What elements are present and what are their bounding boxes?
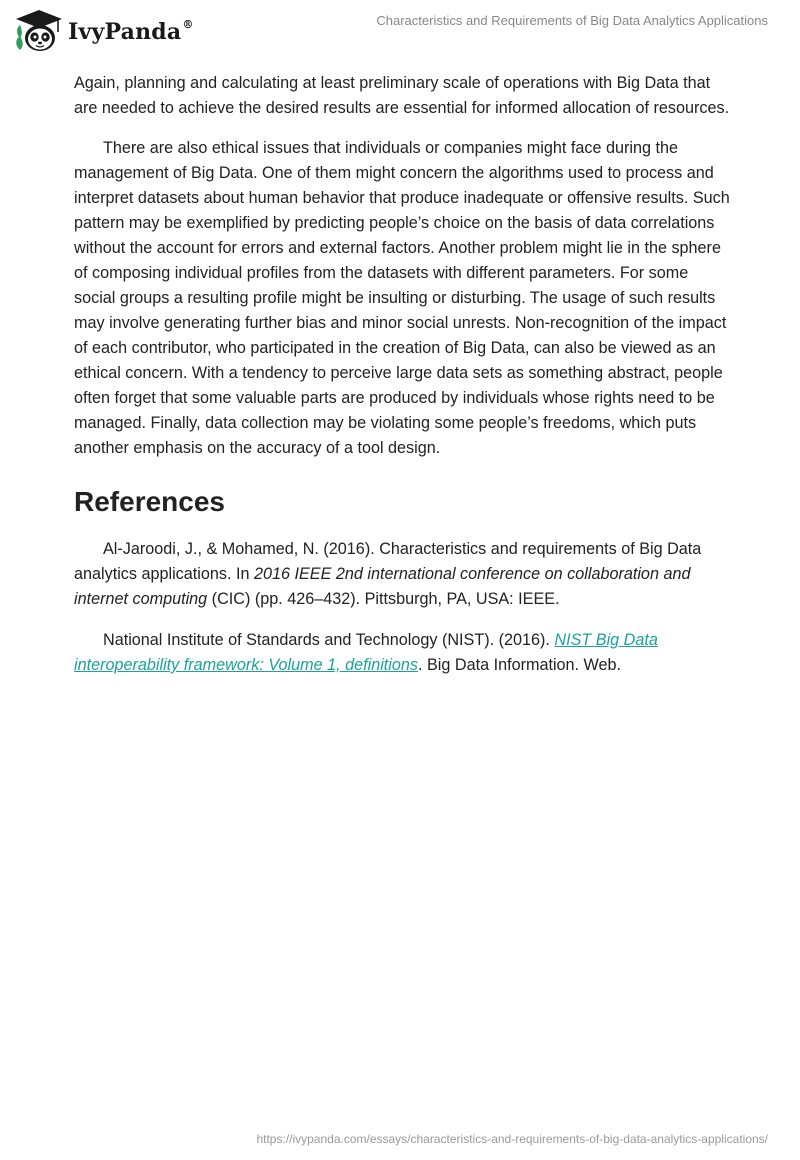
reference-text: National Institute of Standards and Technology (NIST). (2016).: [103, 631, 555, 649]
running-title: Characteristics and Requirements of Big Data Analytics Applications: [376, 13, 768, 28]
reference-source-title: 2016 IEEE 2nd international conference on collaboration and internet computing: [74, 565, 691, 608]
brand-name: [68, 19, 194, 45]
body-paragraph: Again, planning and calculating at least preliminary scale of operations with Big Data that are needed to achieve the desired results are essential for informed allocation of resources.: [74, 74, 730, 117]
reference-entry: [74, 628, 734, 678]
panda-graduate-icon: [14, 8, 64, 54]
ivypanda-logo[interactable]: [14, 8, 194, 54]
reference-text: (CIC) (pp. 426–432). Pittsburgh, PA, USA: IEEE.: [207, 590, 560, 608]
source-url: https://ivypanda.com/essays/characteristics-and-requirements-of-big-data-analytics-applications/: [256, 1132, 768, 1146]
page-header: [0, 0, 800, 60]
brand-text: IvyPanda: [68, 19, 182, 45]
references-heading: References: [74, 486, 225, 517]
reference-text: Al-Jaroodi, J., & Mohamed, N. (2016). Characteristics and requirements of Big Data analytics applications. In: [74, 540, 702, 583]
reference-entry: [74, 537, 734, 612]
body-paragraph: There are also ethical issues that individuals or companies might face during the management of Big Data. One of them might concern the algorithms used to process and interpret datasets about human behavior that produce inadequate or offensive results. Such pattern may be exemplified by predicting people’s choice on the basis of data correlations without the account for errors and external factors. Another problem might lie in the sphere of composing individual profiles from the datasets with different parameters. For some social groups a resulting profile might be insulting or disturbing. The usage of such results may involve generating further bias and minor social unrests. Non-recognition of the impact of each contributor, who participated in the creation of Big Data, can also be viewed as an ethical concern. With a tendency to perceive large data sets as something abstract, people often forget that some valuable parts are produced by individuals whose rights need to be managed. Finally, data collection may be violating some people’s freedoms, which puts another emphasis on the accuracy of a tool design.: [74, 139, 730, 457]
registered-mark: ®: [182, 17, 194, 31]
reference-link[interactable]: NIST Big Data interoperability framework: Volume 1, definitions: [74, 631, 658, 674]
essay-content: [74, 71, 734, 678]
reference-text: . Big Data Information. Web.: [418, 656, 622, 674]
